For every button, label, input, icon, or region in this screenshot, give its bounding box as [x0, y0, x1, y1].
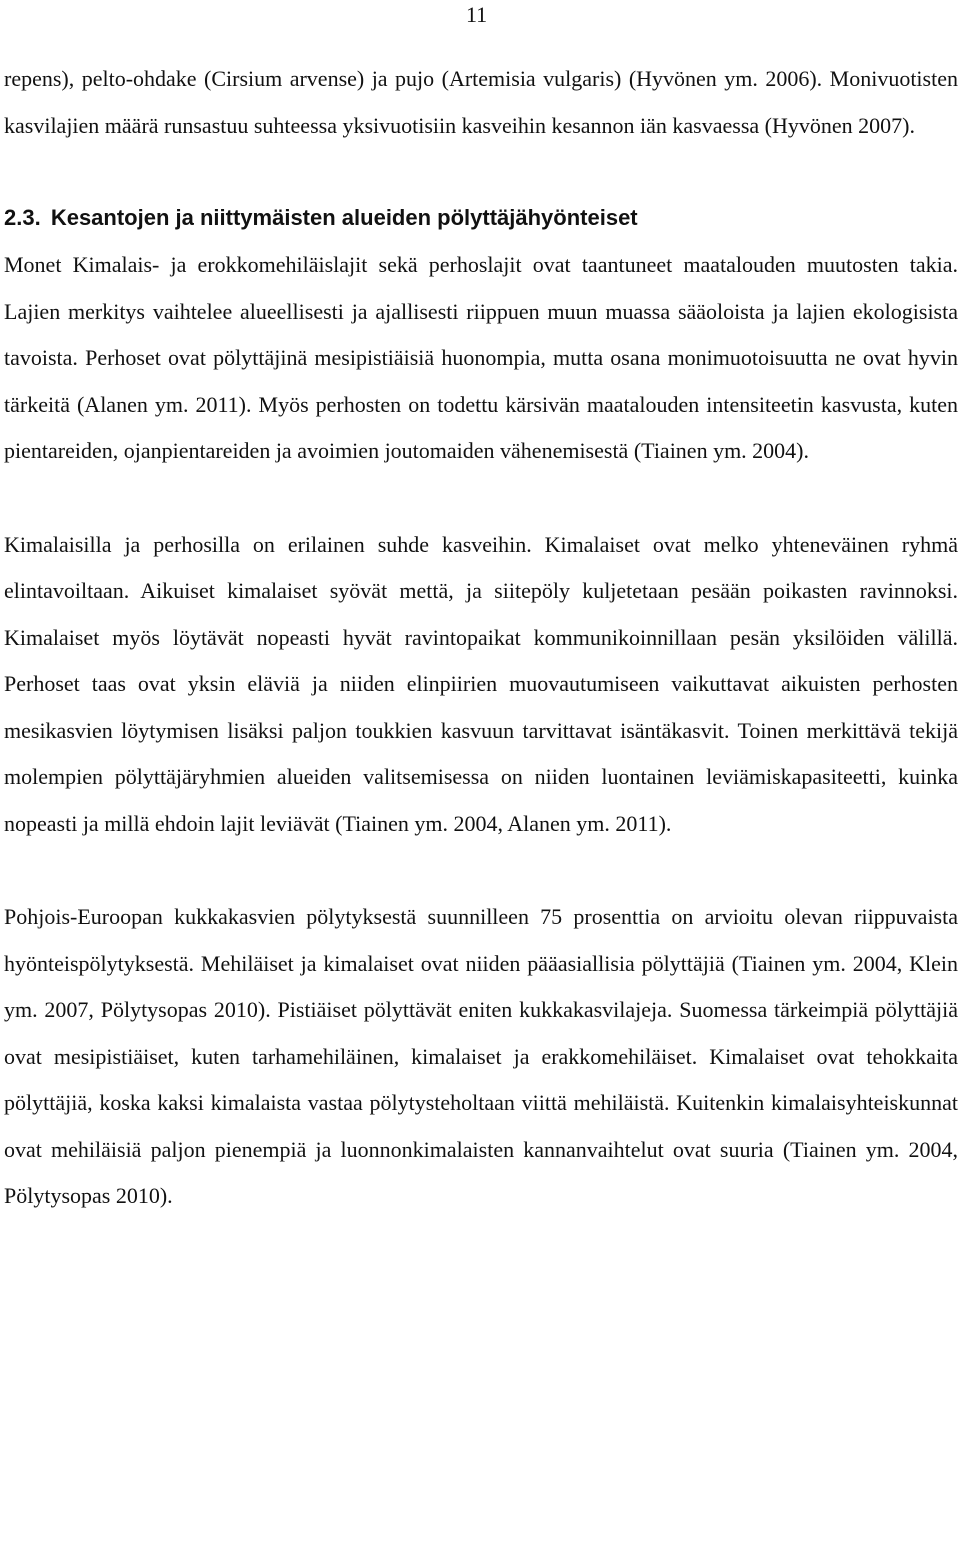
paragraph-gap — [4, 475, 958, 522]
section-heading — [4, 196, 958, 242]
paragraph-gap — [4, 149, 958, 196]
section-title: Kesantojen ja niittymäisten alueiden pölyttäjähyönteiset — [50, 205, 638, 230]
section-number: 2.3. — [4, 205, 41, 230]
paragraph-gap — [4, 847, 958, 894]
paragraph-plant-relations: Kimalaisilla ja perhosilla on erilainen suhde kasveihin. Kimalaiset ovat melko yhteneväinen ryhmä elintavoiltaan. Aikuiset kimalaiset syövät mettä, ja siitepöly kuljetetaan pesään poikasten ravinnoksi. Kimalaiset myös löytävät nopeasti hyvät ravintopaikat kommunikoinnillaan pesän yksilöiden välillä. Perhoset taas ovat yksin eläviä ja niiden elinpiirien muovautumiseen vaikuttavat aikuisten perhosten mesikasvien löytymisen lisäksi paljon toukkien kasvuun tarvittavat isäntäkasvit. Toinen merkittävä tekijä molempien pölyttäjäryhmien alueiden valitsemisessa on niiden luontainen leviämiskapasiteetti, kuinka nopeasti ja millä ehdoin lajit leviävät (Tiainen ym. 2004, Alanen ym. 2011). — [4, 531, 958, 836]
paragraph-pollinator-decline: Monet Kimalais- ja erokkomehiläislajit sekä perhoslajit ovat taantuneet maatalouden muutosten takia. Lajien merkitys vaihtelee alueellisesti ja ajallisesti riippuen muun muassa sääoloista ja lajien ekologisista tavoista. Perhoset ovat pölyttäjinä mesipistiäisiä huonompia, mutta osana monimuotoisuutta ne ovat hyvin tärkeitä (Alanen ym. 2011). Myös perhosten on todettu kärsivän maatalouden intensiteetin kasvusta, kuten pientareiden, ojanpientareiden ja avoimien joutomaiden vähenemisestä (Tiainen ym. 2004). — [4, 252, 958, 463]
paragraph-pollination-importance: Pohjois-Euroopan kukkakasvien pölytyksestä suunnilleen 75 prosenttia on arvioitu olevan riippuvaista hyönteispölytyksestä. Mehiläiset ja kimalaiset ovat niiden pääasiallisia pölyttäjiä (Tiainen ym. 2004, Klein ym. 2007, Pölytysopas 2010). Pistiäiset pölyttävät eniten kukkakasvilajeja. Suomessa tärkeimpiä pölyttäjiä ovat mesipistiäiset, kuten tarhamehiläinen, kimalaiset ja erakkomehiläiset. Kimalaiset ovat tehokkaita pölyttäjiä, koska kaksi kimalaista vastaa pölytysteholtaan viittä mehiläistä. Kuitenkin kimalaisyhteiskunnat ovat mehiläisiä paljon pienempiä ja luonnonkimalaisten kannanvaihtelut ovat suuria (Tiainen ym. 2004, Pölytysopas 2010). — [4, 904, 958, 1208]
paragraph-intro: repens), pelto-ohdake (Cirsium arvense) ja pujo (Artemisia vulgaris) (Hyvönen ym. 2006). Monivuotisten kasvilajien määrä runsastuu suhteessa yksivuotisiin kasveihin kesannon iän kasvaessa (Hyvönen 2007). — [4, 66, 958, 138]
page-number: 11 — [466, 2, 488, 27]
document-body — [4, 56, 958, 1220]
